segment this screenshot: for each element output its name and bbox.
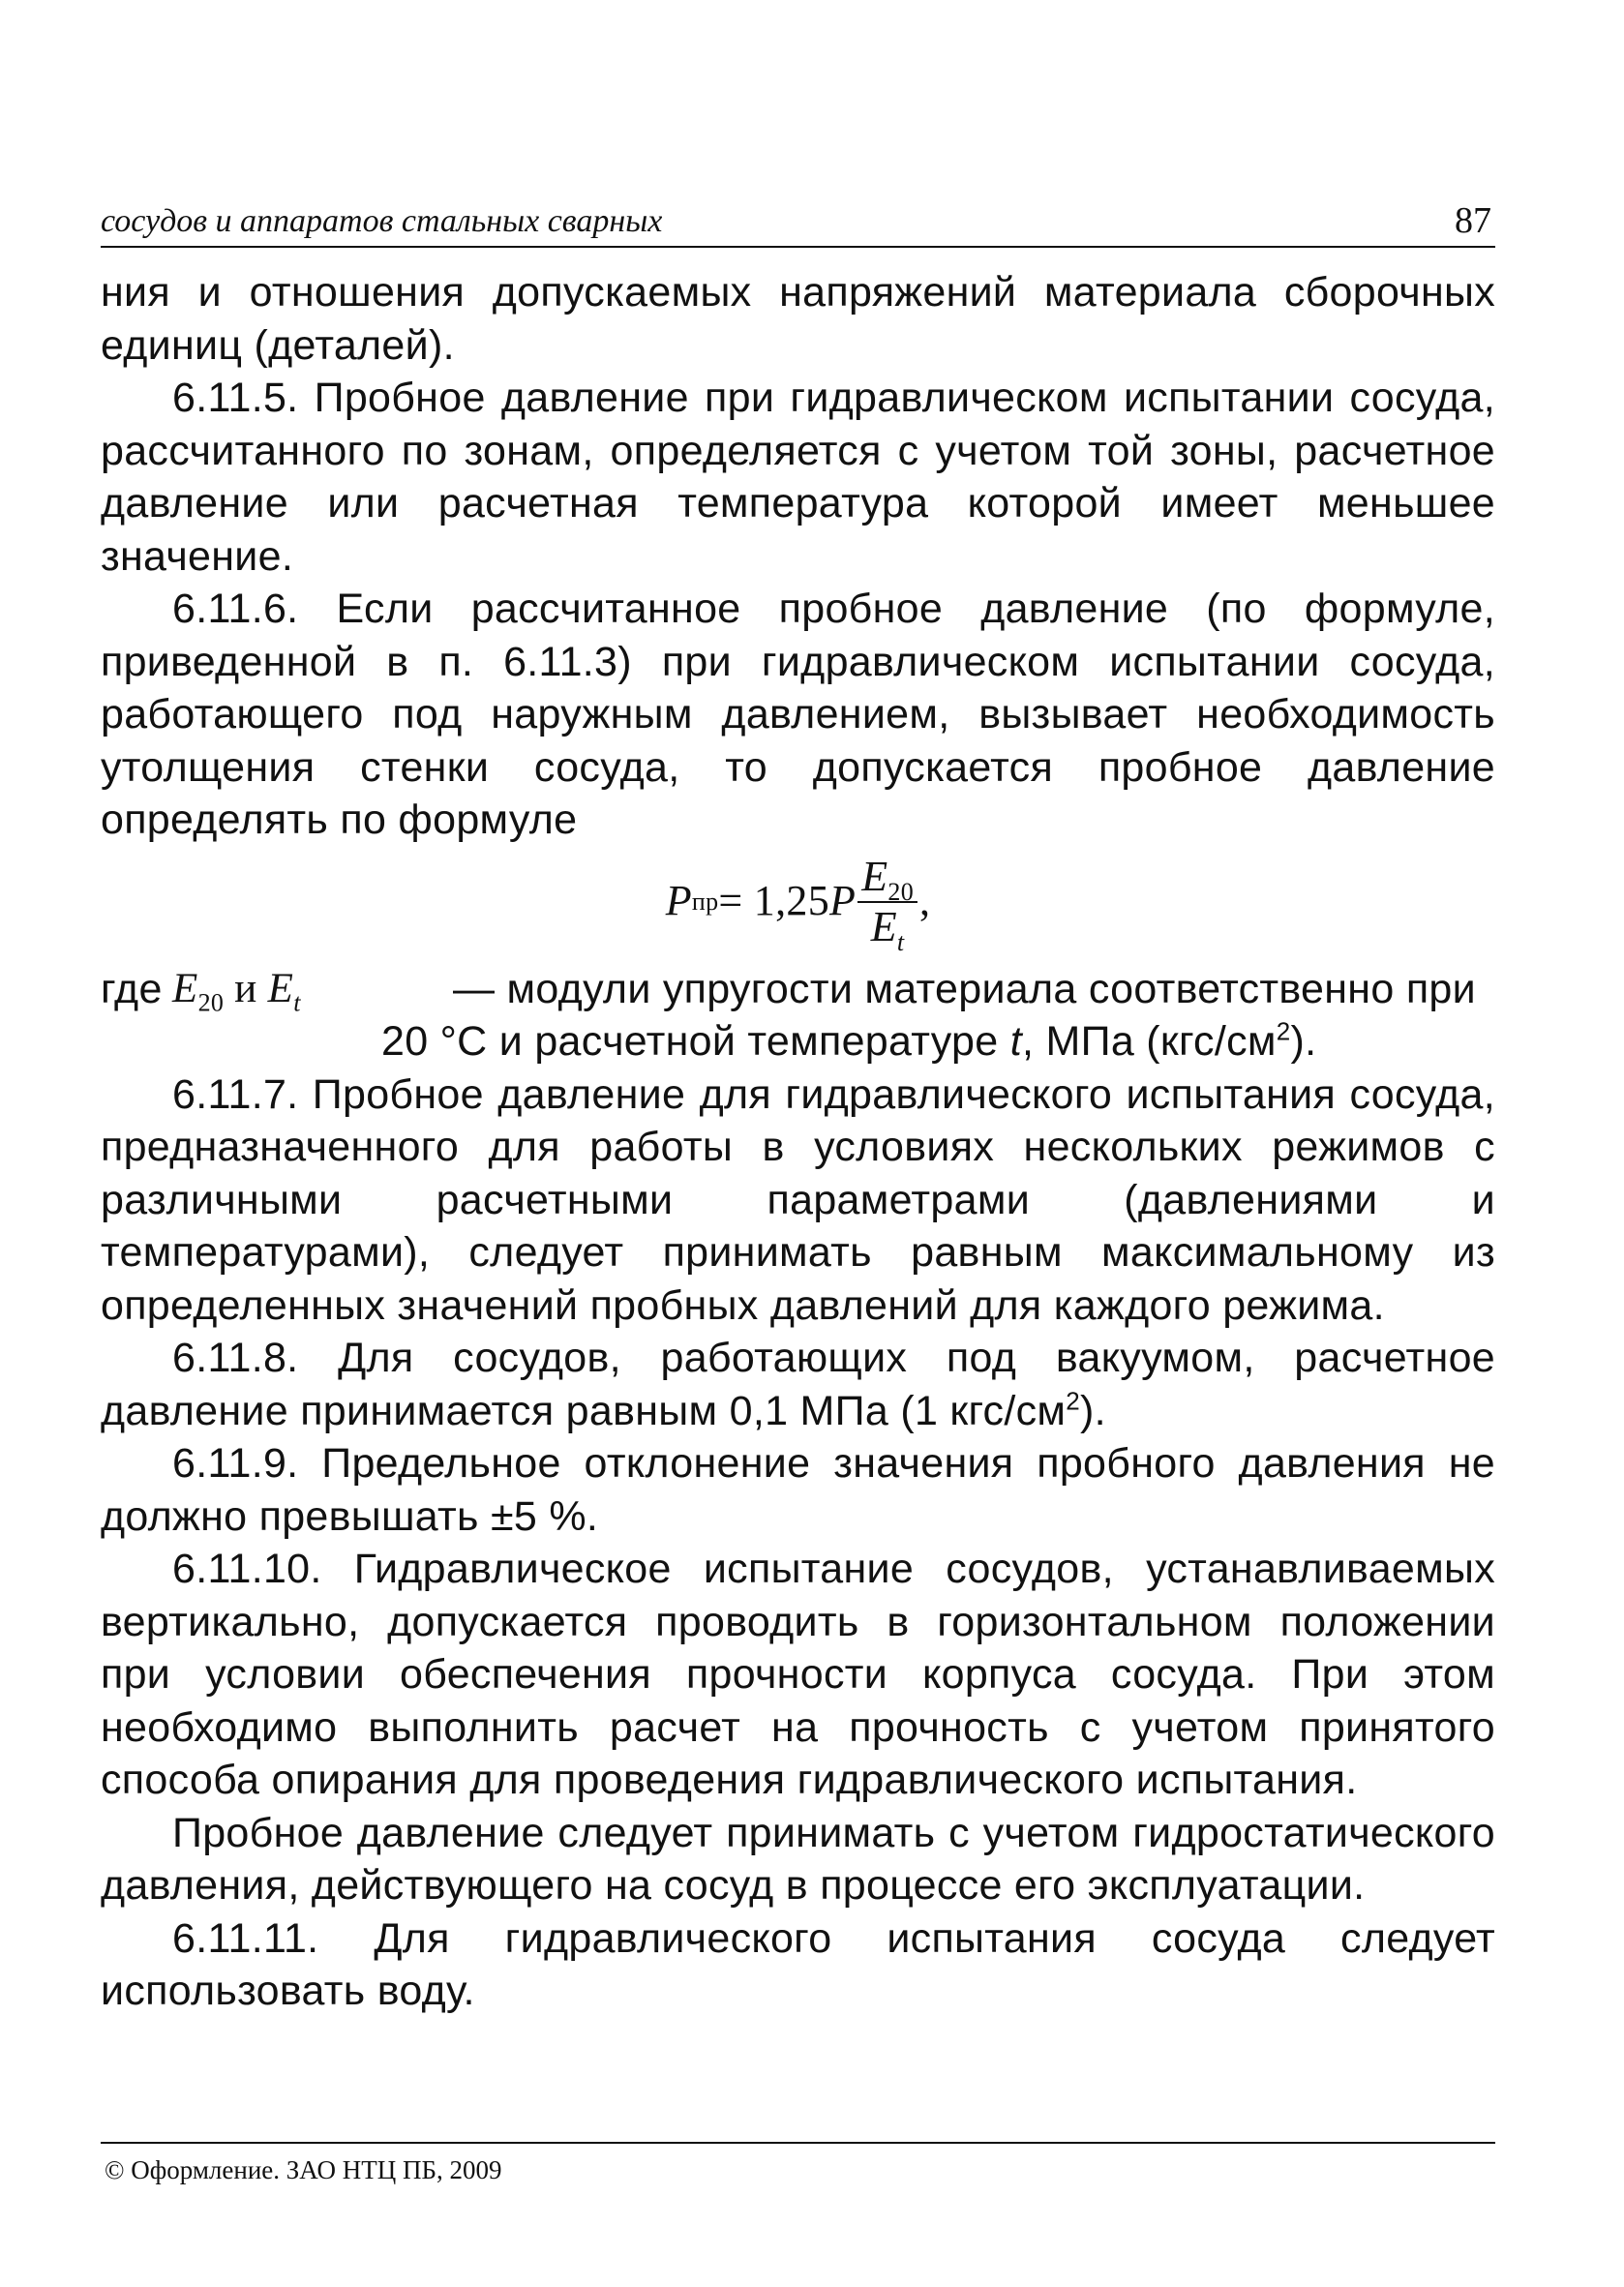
p4-text: 6.11.8. Для сосудов, работающих под вакуумом, расчетное давление принимается равным 0,1 МПа (1 кгс/см <box>101 1335 1495 1434</box>
formula-explanation <box>101 963 1495 1016</box>
where-lead: где <box>101 965 163 1012</box>
formula-lhs-symbol: P <box>665 877 692 925</box>
paragraph-6-11-11: 6.11.11. Для гидравлического испытания сосуда следует использовать воду. <box>101 1914 1495 2014</box>
where-def2-sup: 2 <box>1276 1016 1291 1046</box>
where-def2-b: , МПа (кгс/см <box>1022 1018 1277 1065</box>
where-et-sub: t <box>293 988 301 1017</box>
paragraph-continuation: ния и отношения допускаемых напряжений материала сборочных единиц (деталей). <box>101 269 1495 369</box>
formula-tail: , <box>919 877 931 925</box>
where-definition-line1: — модули упругости материала соответственно при <box>453 965 1476 1012</box>
formula-den-symbol: E <box>870 902 897 950</box>
where-terms <box>172 963 453 1016</box>
paragraph-6-11-5: 6.11.5. Пробное давление при гидравлическом испытании сосуда, рассчитанного по зонам, определяется с учетом той зоны, расчетное давление или расчетная температура которой имеет меньшее значение. <box>101 375 1495 580</box>
where-def2-t: t <box>1009 1018 1022 1065</box>
where-et-symbol: E <box>267 965 294 1011</box>
formula-denominator <box>867 902 909 956</box>
formula-den-sub: t <box>896 927 905 956</box>
paragraph-6-11-8 <box>101 1332 1495 1437</box>
page-body <box>101 266 1495 2018</box>
copyright-notice: © Оформление. ЗАО НТЦ ПБ, 2009 <box>105 2155 502 2184</box>
p4-tail: ). <box>1080 1387 1106 1434</box>
paragraph-6-11-6: 6.11.6. Если рассчитанное пробное давление (по формуле, приведенной в п. 6.11.3) при гидравлическом испытании сосуда, работающего под наружным давлением, вызывает необходимость утолщения стенки сосуда, то допускается пробное давление определять по формуле <box>101 586 1495 843</box>
where-def2-a: 20 °С и расчетной температуре <box>381 1018 1010 1065</box>
paragraph-6-11-7: 6.11.7. Пробное давление для гидравлического испытания сосуда, предназначенного для работы в условиях нескольких режимов с различными расчетными параметрами (давлениями и температурами), следует принимать равным максимальному из определенных значений пробных давлений для каждого режима. <box>101 1070 1495 1329</box>
formula-numerator <box>857 852 917 906</box>
where-e20-symbol: E <box>172 965 198 1011</box>
paragraph-hydrostatic: Пробное давление следует принимать с учетом гидростатического давления, действующего на сосуд в процессе его эксплуатации. <box>101 1809 1495 1909</box>
page-number: 87 <box>1455 200 1491 241</box>
formula-num-symbol: E <box>861 852 888 900</box>
formula-eq: = 1,25 <box>718 877 830 925</box>
formula-mid-symbol: P <box>829 877 857 925</box>
where-definition-line2 <box>101 1015 1495 1068</box>
paragraph-6-11-9: 6.11.9. Предельное отклонение значения пробного давления не должно превышать ±5 %. <box>101 1440 1495 1540</box>
paragraph-6-11-10: 6.11.10. Гидравлическое испытание сосудов, устанавливаемых вертикально, допускается проводить в горизонтальном положении при условии обеспечения прочности корпуса сосуда. При этом необходимо выполнить расчет на прочность с учетом принятого способа опирания для проведения гидравлического испытания. <box>101 1546 1495 1803</box>
where-e20-sub: 20 <box>197 988 225 1017</box>
formula-test-pressure: P пр = 1,25 P $\frac{E_{20}}{E_t}$ , <box>665 852 931 956</box>
p4-sup: 2 <box>1066 1386 1081 1416</box>
formula-num-sub: 20 <box>887 877 914 906</box>
where-def2-c: ). <box>1290 1018 1317 1065</box>
formula-fraction <box>857 852 917 956</box>
page-header <box>101 190 1495 248</box>
page-footer <box>101 2142 1495 2184</box>
running-title: сосудов и аппаратов стальных сварных <box>101 203 663 239</box>
where-and: и <box>224 965 268 1011</box>
